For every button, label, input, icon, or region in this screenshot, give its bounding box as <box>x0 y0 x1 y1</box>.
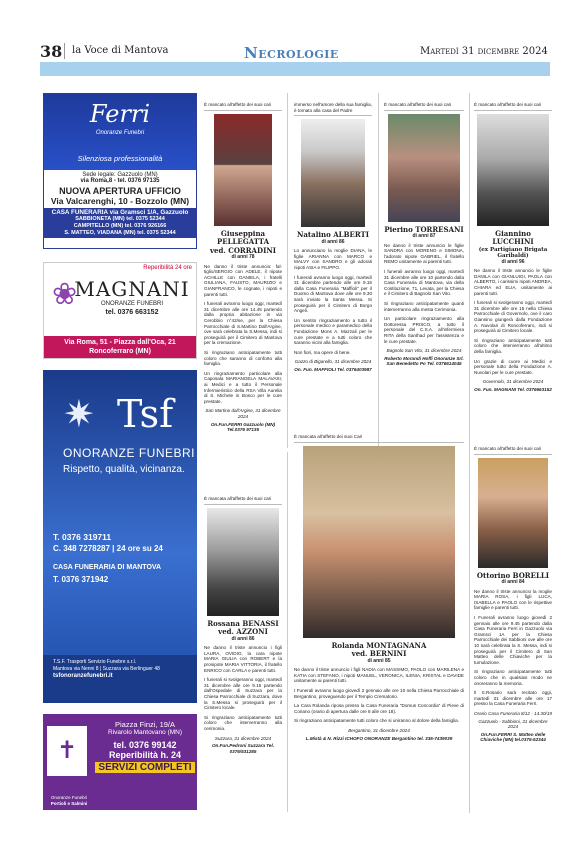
header-divider <box>64 43 65 59</box>
deceased-age: di anni 86 <box>231 635 255 642</box>
deceased-name: Pierino TORRESANI <box>384 224 464 234</box>
deceased-name: ved. BERNINI <box>351 649 407 659</box>
funeral-agency: On. Fun. MAFFIOLI Tel. 0376403987 <box>294 366 372 372</box>
ferri-line1: Sede legale: Gazzuolo (MN) <box>82 172 158 178</box>
tsf-mobile: C. 348 7278287 | 24 ore su 24 <box>53 544 163 553</box>
notice-text: I funerali avranno luogo oggi, martedì 31 dicembre alle ore 14.45 partendo dalla propria abitazione in via Cerobbio n°42/se, per la Chiesa Parrocchiale di S.Martino Dall'Argine, ove sarà celebrata la S.Messa, indi si proseguirà per il Cimitero di Mantova per la cremazione. <box>204 301 282 346</box>
obituary-notice <box>204 100 282 433</box>
notice-place: San Martino dall'Argine, 31 dicembre 2024 <box>205 408 281 419</box>
ferri-logo: Ferri <box>89 100 151 128</box>
notice-text: Ne danno il triste annuncio i figli NADIA con MASSIMO, PAOLO con MARILENA e KATIA con STEFANO, i nipoti MANUEL, VERONICA, ILENIA, KRISTAL e DAVIDE unitamente ai parenti tutti. <box>294 667 464 684</box>
portioli-city: Rivarolo Mantovano (MN) <box>107 729 183 736</box>
notice-text: Ne danno il triste annuncio i figli LAURA, OVIDIO, la cara nipote MARIA GIULIA con ROBERT e la pronipote MARIA VITTORIA, il fratello ENRICO con CARLA e parenti tutti. <box>204 645 282 673</box>
ferri-line2: via Roma,8 - tel. 0376 97135 <box>80 178 160 184</box>
ferri-l4: CAMPITELLO (MN) tel. 0376 926166 <box>73 223 167 229</box>
funeral-agency: On.Fun.Pedroni Suzzara Tel. 0376/531285 <box>211 743 275 754</box>
obituary-notice <box>294 432 464 741</box>
obituary-notice <box>474 444 552 743</box>
notice-text: Si ringraziano anticipatamente tutti coloro che in qualsiasi modo ne onoreranno la memoria. <box>474 669 552 686</box>
notice-text: Si ringraziano anticipatamente quanti interverranno alla mesta Cerimonia. <box>384 301 464 312</box>
ferri-address: Via Valcarenghi, 10 - Bozzolo (MN) <box>50 196 190 206</box>
ad-ferri <box>43 93 197 249</box>
deceased-age: di anni 84 <box>501 579 525 586</box>
deceased-photo <box>477 114 549 226</box>
deceased-age: di anni 78 <box>231 254 255 261</box>
ad-tsf <box>43 370 197 703</box>
publication-name: la Voce di Mantova <box>72 45 169 56</box>
funeral-agency: On.Fun.FERRI S. Matteo delle Chiaviche (MN) tel.0375-52344 <box>480 731 546 743</box>
deceased-photo <box>214 114 272 226</box>
magnani-sub: ONORANZE FUNEBRI <box>100 301 163 307</box>
notice-intro: È mancato all'affetto dei suoi cari <box>384 100 464 111</box>
ferri-bottom <box>44 208 196 238</box>
magnani-rep: Reperibilità 24 ore <box>143 265 192 271</box>
deceased-photo <box>303 446 455 638</box>
funeral-agency: L.Mistà & N. Rizzi ICHOFO ONORANZE Bergantino tel. 335-7439039 <box>305 735 453 741</box>
notice-text: Ne danno il triste annuncio le figlie DANILA con GIANLUIGI, PAOLA con ALBERTO, i carissimi nipoti ANDREA, CHIARA ed ELIA, unitamente ai parenti tutti. <box>474 268 552 296</box>
obituary-notice <box>204 494 282 754</box>
notice-text: I funerali avranno luogo oggi, martedì 31 dicembre alle ore 10 partendo dalla Casa Funeraria di Mantova, via della Costituzione, 71, Levata, per la Chiesa e il Cimitero di Bagnolo San Vito. <box>384 269 464 297</box>
deceased-name: PELLEGATTA <box>216 237 270 247</box>
notice-text: Un ringraziamento particolare alla Caposala MARIANGELA MALAVASI, ai Medici e a tutto il Personale Infermieristico della RSA Villa Aurelia di S. Michele in Bosco per le cure prestate. <box>204 370 282 404</box>
issue-date: Martedì 31 dicembre 2024 <box>420 46 548 57</box>
tsf-casa: CASA FUNERARIA DI MANTOVA <box>53 564 162 571</box>
notice-place: Bagnolo San Vito, 31 dicembre 2024 <box>386 348 462 354</box>
deceased-photo <box>388 114 460 222</box>
notice-text: Si ringraziano anticipatamente tutti coloro che saranno di conforto alla famiglia. <box>204 350 282 367</box>
deceased-photo <box>478 458 548 568</box>
deceased-name: ved. AZZONI <box>218 627 268 637</box>
notice-intro: È mancata all'affetto dei suoi cari <box>204 494 282 505</box>
ferri-tagline: Silenziosa professionalità <box>77 154 163 163</box>
notice-intro: immerso nell'amore della sua famiglia, è tornato alla casa del Padre <box>294 100 372 116</box>
notice-place: Gazzuolo - Sabbioni, 31 dicembre 2024 <box>478 718 548 730</box>
deceased-name: Ottorino BORELLI <box>476 570 550 580</box>
notice-intro: È mancato all'affetto dei suoi cari <box>474 100 552 111</box>
notice-text: Ne danno il triste annuncio le figlie SANDRA con MORENO e SIMONA, l'adorato nipote GABRIEL, il fratello REMO unitamente ai parenti tutti. <box>384 242 464 265</box>
tsf-web: tsfonoranzefunebri.it <box>53 673 113 679</box>
deceased-age: di anni 87 <box>412 233 436 240</box>
ad-portioli <box>43 714 197 810</box>
notice-text: I funerali avranno luogo oggi, martedì 31 dicembre partendo alle ore 9.15 dalla Casa Funeraria "Maffioli" per il Duomo di Mantova dove alle ore 9.30 sarà inviato la Santa Messa. Si proseguirà per il Cimitero di Borgo Angeli. <box>294 274 372 314</box>
flower-icon: ❀ <box>52 278 78 311</box>
header-band <box>40 62 550 76</box>
deceased-name: Rossana BENASSI <box>207 618 279 628</box>
notice-text: Si ringraziano anticipatamente tutti coloro che interverranno alla cerimonia. <box>204 714 282 731</box>
ferri-l3: SABBIONETA (MN) tel. 0375 52344 <box>75 216 165 222</box>
tsf-phone: T. 0376 319711 <box>53 532 112 542</box>
tsf-sub: ONORANZE FUNEBRI <box>63 446 196 460</box>
notice-text: Ne danno il triste annuncio: fal-tiglio/SERGIO con ADELE, il nipote ACHILLE con DANIELA, i fratelli GIULIANA, FAUSTO, MAURIZIO e GIANFRANCO, le cognate, i nipoti e parenti tutti. <box>204 263 282 297</box>
notice-text: I Funerali avranno luogo giovedì 2 gennaio alle ore 9.45 partendo dalla Casa Funeraria Ferri in Gazzuolo via Gramsci 1A per la Chiesa Parrocchiale dei Sabbioni ove alle ore 10 sarà celebrata la S. Messa, indi si proseguirà per il Cimitero di San Matteo delle Chiaviche per la tumulazione. <box>474 615 552 665</box>
tsf-logo: Tsf <box>117 392 174 436</box>
ferri-banner <box>44 94 196 170</box>
notice-place: Gazzo di Bigarello, 31 dicembre 2024 <box>294 359 372 365</box>
magnani-name: MAGNANI <box>74 277 190 301</box>
notice-text: I Funerali avranno luogo giovedì 2 gennaio alle ore 10 nella Chiesa Parrocchiale di Bergantino, proveguendo per il Tempio Crematorio. <box>294 687 464 699</box>
funeral-agency: On.Fun.FERRI Gazzuolo (MN) Tel.0376 97135 <box>210 421 276 433</box>
funeral-agency: Roberto Morandi Hoffi Onoranze Srl. San Benedetto Po Tel. 0376614045 <box>384 355 464 367</box>
obituary-notice <box>384 100 464 367</box>
notice-text: Il S.Rosario sarà recitato oggi, martedì 31 dicembre alle ore 17 presso la Casa Funeraria Ferri. <box>474 690 552 707</box>
notice-intro: È mancato all'affetto dei suoi cari <box>204 100 282 111</box>
deceased-age: di anni 86 <box>321 238 345 245</box>
column-rule <box>378 93 379 448</box>
portioli-name2: Portioli e Salmini <box>50 800 88 806</box>
star-icon: ✷ <box>63 394 95 436</box>
tsf-footer <box>43 655 197 703</box>
section-title: Necrologie <box>244 44 339 62</box>
ferri-sub: Onoranze Funebri <box>95 130 145 136</box>
notice-text: Si ringraziano anticipatamente tutti coloro che interverranno all'ultimo della famiglia. <box>474 337 552 354</box>
notice-text: I funerali si svolgeranno oggi, martedì 31 dicembre alle ore 15 nella Chiesa Parrocchiale di Governolo, ove il caro Giannino giungerà dalla Fondazione A. Nuvolari di Roncoferraro, indi si proseguirà al Cimitero locale. <box>474 300 552 334</box>
column-rule <box>287 452 288 812</box>
notice-place: Suzzara, 31 dicembre 2024 <box>214 735 272 741</box>
deceased-name: Giuseppina <box>220 228 266 238</box>
notice-text: Un particolare ringraziamento alla Dottoressa PRISCO, a tutto il personale del C.S.A. all'infermiera RITA della Santhad per l'assistenza e le cure prestate. <box>384 316 464 344</box>
notice-place: Governolo, 31 dicembre 2024 <box>482 379 544 385</box>
portioli-addr: Piazza Finzi, 19/A <box>114 720 176 729</box>
tsf-phone2: T. 0376 371942 <box>53 575 109 584</box>
deceased-name: Rolanda MONTAGNANA <box>331 640 427 650</box>
column-rule <box>469 93 470 813</box>
deceased-name: ved. CORRADINI <box>209 245 277 255</box>
notice-text: Un sentito ringraziamento a tutto il personale medico e paramedico della Fondazione Mons A. Mazzali per le cure prestate e a tutti coloro che saranno vicini alla famiglia. <box>294 317 372 346</box>
notice-text: I funerali si svolgeranno oggi, martedì 31 dicembre alle ore 9.15 partendo dall'Ospedale di Suzzara per la Chiesa Parrocchiale di Suzzara, dove la S.Messa si proseguirà per il Cimitero locale. <box>204 677 282 711</box>
portioli-name-box <box>45 795 93 806</box>
notice-text: Ne danno il triste annuncio la moglie MARIA ROSA, i figli LUCA, ISABELLA e PAOLO con le rispettive famiglie e parenti tutti. <box>474 588 552 611</box>
notice-text: Un grazie di cuore ai Medici e personale tutto della Fondazione A. Nuvolari per le cure prestate. <box>474 358 552 375</box>
notice-text: Lo annunciano la moglie DIANA, le figlie ARIANNA con MARCO e MALVY con SANDRO e gli adorati nipoti ASIA e FILIPPO. <box>294 248 372 271</box>
deceased-photo <box>207 508 279 616</box>
notice-intro: È mancato all'affetto dei suoi cari <box>474 444 552 455</box>
ad-magnani <box>43 262 197 359</box>
portioli-serv: SERVIZI COMPLETI <box>95 762 195 773</box>
ferri-casa: CASA FUNERARIA via Gramsci 1/A, Gazzuolo <box>51 209 189 216</box>
deceased-age: di anni 96 <box>501 258 525 265</box>
notice-text: Non fiori, ma opere di bene. <box>294 349 351 355</box>
magnani-addr1: Via Roma, 51 - Piazza dall'Oca, 21 <box>64 339 176 346</box>
ferri-l5: S. MATTEO, VIADANA (MN) tel. 0375 52344 <box>64 230 176 236</box>
notice-text: Si ringraziano anticipatamente tutti coloro che si uniranno al dolore della famiglia. <box>294 718 459 724</box>
portioli-name: Onoranze Funebri <box>50 795 88 800</box>
portioli-info <box>95 720 195 773</box>
notice-place: Bergantino, 31 dicembre 2024 <box>348 727 410 733</box>
ferri-headline: NUOVA APERTURA UFFICIO <box>59 186 181 196</box>
portioli-tel: tel. 0376 99142 <box>113 740 177 750</box>
deceased-photo <box>301 119 365 227</box>
deceased-name: Natalino ALBERTI <box>297 230 369 240</box>
deceased-name: (ex Partigiano Brigata Garibaldi) <box>478 246 548 260</box>
portioli-logo-icon: ✝ <box>47 726 87 776</box>
notice-text: La Cara Rolanda riposa presso la Casa Funeraria "Domus Concordia" di Pieve di Coriano (orario di apertura dalle ore 8 alle ore 18). <box>294 703 464 714</box>
deceased-age: di anni 85 <box>367 657 391 664</box>
tsf-addr: Mantova via Nenni 8 | Suzzara via Berlinguer 48 <box>53 666 160 672</box>
tsf-tagline: Rispetto, qualità, vicinanza. <box>63 464 185 475</box>
notice-intro: È mancata all'affetto dei suoi Cari <box>294 432 464 443</box>
obituary-notice <box>294 100 372 373</box>
portioli-rep: Reperibilità h. 24 <box>108 750 182 760</box>
magnani-tel: tel. 0376 663152 <box>105 309 159 316</box>
magnani-bottom <box>44 336 196 358</box>
page-number: 38 <box>40 42 63 61</box>
tsf-company: T.S.F. Trasporti Servizio Funebre s.r.l. <box>53 659 137 665</box>
column-rule <box>287 93 288 448</box>
obituary-notice <box>474 100 552 392</box>
notice-hours: Orario Casa Funeraria 8/12 - 14.30/19 <box>474 710 552 716</box>
deceased-name: Giannino LUCCHINI <box>492 228 534 247</box>
magnani-addr2: Roncoferraro (MN) <box>89 348 151 355</box>
funeral-agency: On. Fun. MAGNANI Tel. 0376663152 <box>474 386 552 392</box>
